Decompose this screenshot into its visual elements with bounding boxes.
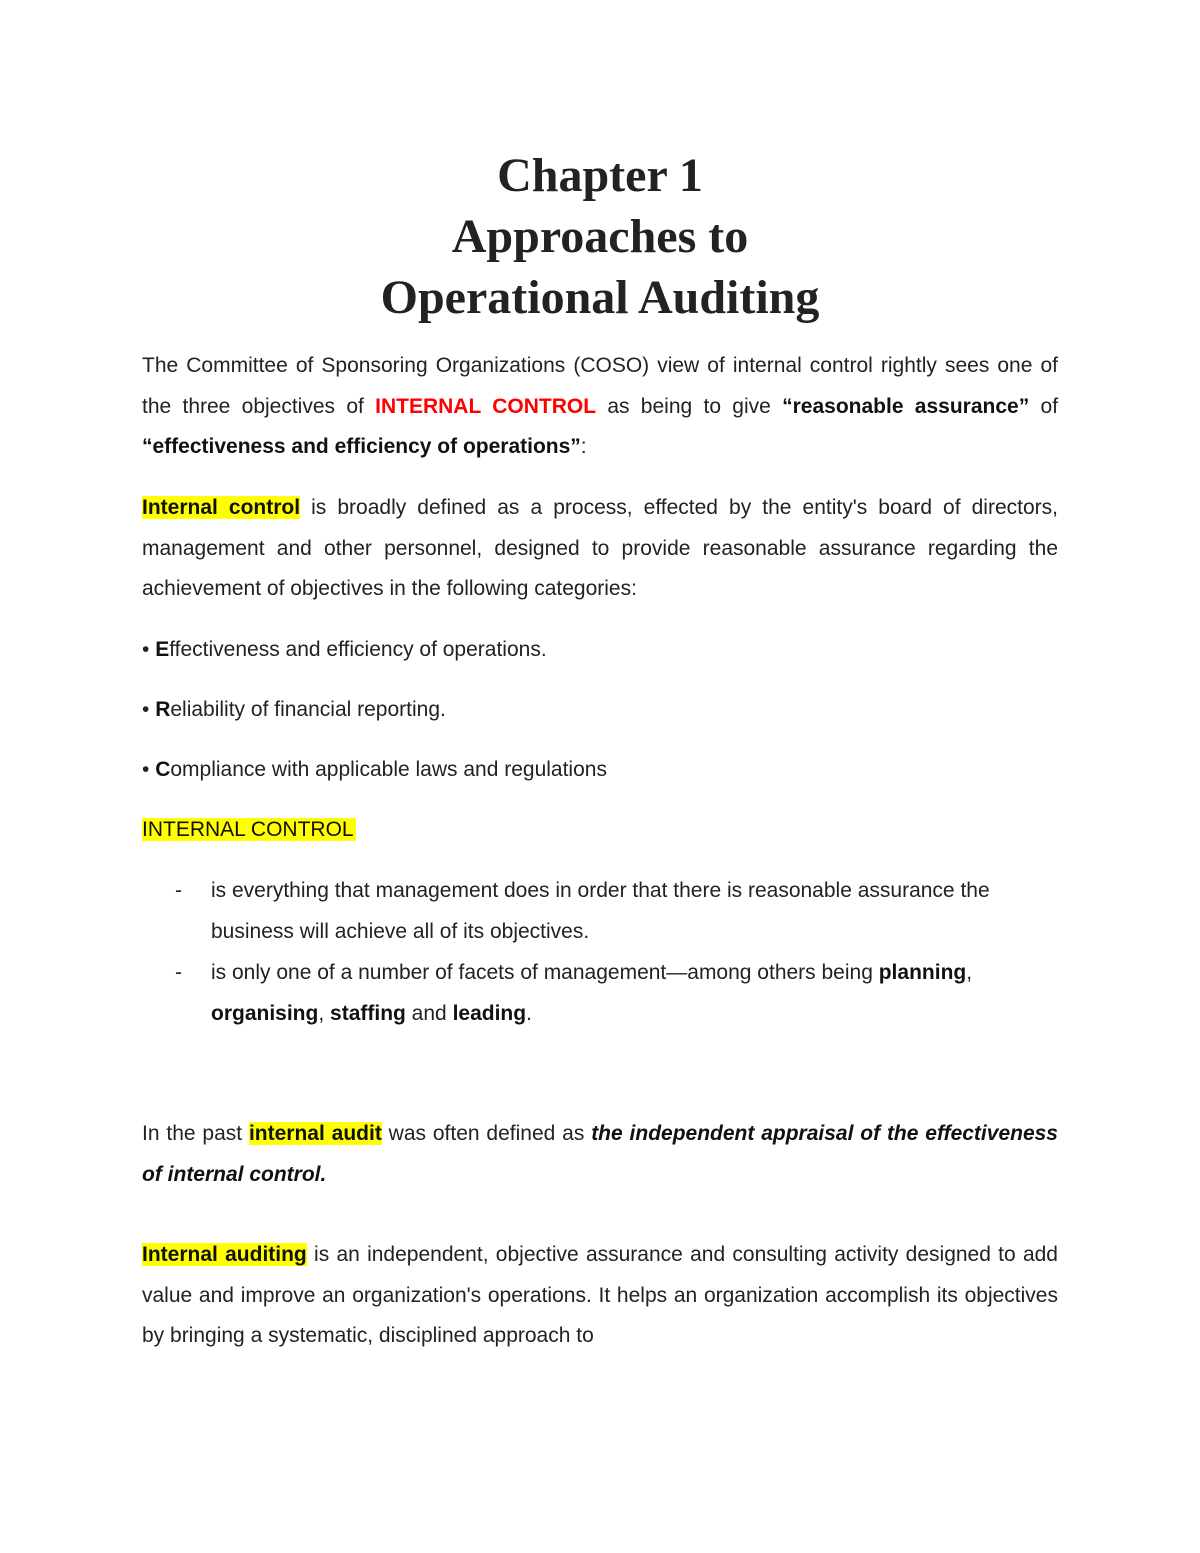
internal-audit-paragraph — [142, 1114, 1058, 1195]
title-line-approaches: Approaches to — [451, 210, 749, 263]
bullet-marker: • — [142, 698, 156, 721]
bullet-marker: • — [142, 758, 156, 781]
effectiveness-efficiency-quote: “effectiveness and efficiency of operations” — [142, 435, 581, 458]
dash-marker: - — [175, 961, 182, 984]
internal-control-point-2 — [175, 952, 1055, 1034]
separator: , — [318, 1002, 331, 1025]
leading-term: leading — [452, 1002, 527, 1025]
internal-audit-term: internal audit — [248, 1122, 382, 1145]
separator: , — [966, 961, 973, 984]
internal-audit-text-2: was often defined as — [381, 1122, 592, 1145]
internal-audit-text-1: In the past — [142, 1122, 249, 1145]
internal-auditing-text: is an independent, objective assurance and consulting activity designed to add value and improve an organization's operations. It helps an organization accomplish its objectives by bringing a systematic, disciplined approach to — [142, 1243, 1058, 1347]
point-text: is everything that management does in order that there is reasonable assurance the business will achieve all of its objectives. — [211, 879, 990, 943]
staffing-term: staffing — [330, 1002, 406, 1025]
bullet-marker: • — [142, 638, 156, 661]
chapter-title — [0, 145, 1200, 328]
internal-auditing-term: Internal auditing — [142, 1243, 307, 1266]
separator: and — [405, 1002, 453, 1025]
dash-marker: - — [175, 879, 182, 902]
coso-text-4: : — [580, 435, 587, 458]
internal-auditing-paragraph — [142, 1235, 1058, 1357]
point-text — [211, 952, 1055, 1034]
category-text: ffectiveness and efficiency of operations. — [169, 638, 547, 661]
category-initial: R — [155, 698, 171, 721]
coso-text-2: as being to give — [596, 394, 783, 418]
internal-control-heading — [142, 810, 356, 850]
planning-term: planning — [878, 961, 967, 984]
organising-term: organising — [211, 1002, 319, 1025]
internal-audit-definition-emphasis: the independent appraisal of the effectiveness of internal control. — [142, 1122, 1058, 1186]
category-text: eliability of financial reporting. — [170, 698, 446, 721]
internal-control-red-emphasis: INTERNAL CONTROL — [375, 394, 597, 418]
reasonable-assurance-quote: “reasonable assurance” — [782, 394, 1030, 418]
internal-control-definition — [142, 488, 1058, 610]
title-line-chapter: Chapter 1 — [497, 149, 703, 202]
internal-control-term: Internal control — [142, 496, 301, 519]
internal-control-point-1 — [175, 870, 1055, 952]
coso-text-3: of — [1029, 394, 1059, 418]
coso-text-1: The Committee of Sponsoring Organizations (COSO) view of internal control rightly sees one of the three objectives of — [142, 354, 1058, 418]
internal-control-heading-text: INTERNAL CONTROL — [142, 818, 354, 841]
sentence-end: . — [526, 1002, 532, 1025]
category-initial: C — [155, 758, 171, 781]
category-initial: E — [155, 638, 170, 661]
category-item-reliability — [142, 690, 446, 730]
internal-control-definition-text: is broadly defined as a process, effected by the entity's board of directors, management and other personnel, designed to provide reasonable assurance regarding the achievement of objectives in the following categories: — [142, 496, 1058, 600]
category-text: ompliance with applicable laws and regulations — [170, 758, 607, 781]
title-line-operational-auditing: Operational Auditing — [380, 271, 820, 324]
coso-paragraph — [142, 346, 1058, 468]
category-item-compliance — [142, 750, 607, 790]
category-item-effectiveness — [142, 630, 547, 670]
point-intro: is only one of a number of facets of management—among others being — [211, 961, 879, 984]
